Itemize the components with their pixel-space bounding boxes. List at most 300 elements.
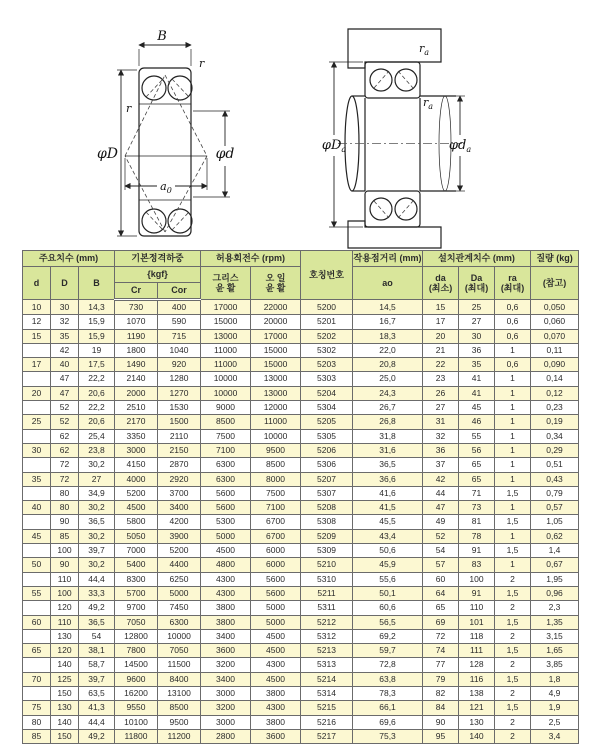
table-row (23, 386, 579, 400)
table-cell (23, 515, 51, 529)
header-cr: Cr (115, 283, 158, 300)
table-cell: 1 (495, 372, 531, 386)
table-cell: 11000 (251, 415, 301, 429)
table-cell: 1 (495, 343, 531, 357)
table-cell: 26,8 (353, 415, 423, 429)
table-cell: 41 (459, 372, 495, 386)
header-da-line1: da (435, 272, 446, 283)
table-cell: 41,5 (353, 501, 423, 515)
table-row (23, 358, 579, 372)
table-cell: 81 (459, 515, 495, 529)
header-speed: 허용회전수 (rpm) (201, 251, 301, 267)
table-cell: 83 (459, 558, 495, 572)
table-cell: 66,1 (353, 701, 423, 715)
table-cell: 7450 (158, 601, 201, 615)
table-cell: 43,4 (353, 529, 423, 543)
table-cell: 40 (51, 358, 79, 372)
table-cell: 33,3 (79, 586, 115, 600)
table-row (23, 729, 579, 743)
table-cell: 17,5 (79, 358, 115, 372)
table-cell: 4150 (115, 458, 158, 472)
table-cell: 24,3 (353, 386, 423, 400)
table-cell: 65 (423, 601, 459, 615)
header-da (423, 267, 459, 300)
table-row (23, 544, 579, 558)
table-cell: 12800 (115, 629, 158, 643)
table-cell: 5600 (201, 486, 251, 500)
table-cell: 20 (423, 329, 459, 343)
table-cell: 72 (51, 458, 79, 472)
table-cell: 3,85 (531, 658, 579, 672)
header-Da-max (459, 267, 495, 300)
table-cell: 3700 (158, 486, 201, 500)
table-row (23, 458, 579, 472)
table-cell: 5306 (301, 458, 353, 472)
header-Da-line1: Da (470, 272, 483, 283)
table-cell: 3000 (201, 715, 251, 729)
table-cell: 65 (459, 458, 495, 472)
table-cell: 65 (23, 644, 51, 658)
table-cell: 30 (51, 300, 79, 315)
table-cell: 62 (51, 443, 79, 457)
table-cell: 4300 (251, 658, 301, 672)
table-cell: 4300 (201, 572, 251, 586)
table-cell: 6700 (251, 529, 301, 543)
table-cell: 70 (23, 672, 51, 686)
table-row (23, 329, 579, 343)
table-cell: 0,79 (531, 486, 579, 500)
table-cell: 7050 (158, 644, 201, 658)
table-cell: 5217 (301, 729, 353, 743)
table-row (23, 687, 579, 701)
table-cell: 31,8 (353, 429, 423, 443)
table-cell: 590 (158, 315, 201, 329)
table-cell: 16,7 (353, 315, 423, 329)
table-cell: 101 (459, 615, 495, 629)
table-cell: 5307 (301, 486, 353, 500)
table-cell: 3800 (251, 715, 301, 729)
table-cell: 72 (51, 472, 79, 486)
label-shaft-shoulder-diameter: $\varphi d_a$ (448, 138, 472, 154)
table-cell: 130 (51, 629, 79, 643)
table-cell: 4500 (201, 544, 251, 558)
table-cell: 0,62 (531, 529, 579, 543)
table-row (23, 701, 579, 715)
table-cell: 0,090 (531, 358, 579, 372)
table-cell: 9700 (115, 601, 158, 615)
table-cell: 11200 (158, 729, 201, 743)
table-row (23, 315, 579, 329)
table-cell: 0,19 (531, 415, 579, 429)
table-cell: 0,29 (531, 443, 579, 457)
table-cell: 5600 (251, 572, 301, 586)
header-oil (251, 267, 301, 300)
table-cell: 35 (23, 472, 51, 486)
table-cell: 80 (51, 486, 79, 500)
table-cell: 22,2 (79, 401, 115, 415)
table-cell: 4000 (115, 472, 158, 486)
table-cell: 4200 (158, 515, 201, 529)
table-cell: 10000 (158, 629, 201, 643)
table-cell: 80 (51, 501, 79, 515)
table-cell: 2000 (115, 386, 158, 400)
table-cell: 39,7 (79, 672, 115, 686)
table-cell (23, 658, 51, 672)
table-cell: 30 (459, 329, 495, 343)
header-main-dimensions: 주요치수 (mm) (23, 251, 115, 267)
table-cell: 55 (459, 429, 495, 443)
table-cell: 19 (79, 343, 115, 357)
table-cell (23, 401, 51, 415)
table-cell: 2870 (158, 458, 201, 472)
table-cell: 5312 (301, 629, 353, 643)
table-cell: 3400 (158, 501, 201, 515)
table-cell: 1,5 (495, 615, 531, 629)
table-cell: 5000 (158, 586, 201, 600)
table-cell: 5206 (301, 443, 353, 457)
table-cell: 7500 (201, 429, 251, 443)
table-cell: 82 (423, 687, 459, 701)
table-cell: 2170 (115, 415, 158, 429)
table-row (23, 715, 579, 729)
table-cell: 1500 (158, 415, 201, 429)
table-cell: 78,3 (353, 687, 423, 701)
table-cell: 10 (23, 300, 51, 315)
table-cell: 41 (459, 386, 495, 400)
table-cell: 1,05 (531, 515, 579, 529)
table-cell: 69 (423, 615, 459, 629)
table-cell: 0,67 (531, 558, 579, 572)
table-cell: 5311 (301, 601, 353, 615)
header-mounting-dims: 설치관계치수 (mm) (423, 251, 531, 267)
table-cell: 45 (23, 529, 51, 543)
table-cell (23, 544, 51, 558)
table-cell: 47 (423, 501, 459, 515)
table-cell: 15 (423, 300, 459, 315)
table-row (23, 529, 579, 543)
table-cell: 20,6 (79, 415, 115, 429)
label-action-distance: $a_0$ (160, 180, 172, 195)
table-cell: 10000 (201, 372, 251, 386)
table-cell: 11500 (158, 658, 201, 672)
header-oil-line1: 오 일 (265, 272, 286, 283)
table-cell: 44 (423, 486, 459, 500)
table-cell: 5304 (301, 401, 353, 415)
table-cell: 49 (423, 515, 459, 529)
table-cell: 60 (423, 572, 459, 586)
table-cell: 55 (23, 586, 51, 600)
header-grease-line2: 윤 활 (215, 283, 236, 293)
table-cell: 8300 (115, 572, 158, 586)
table-cell: 140 (51, 658, 79, 672)
table-cell: 6250 (158, 572, 201, 586)
table-cell: 20000 (251, 315, 301, 329)
table-cell: 1 (495, 401, 531, 415)
table-cell: 56,5 (353, 615, 423, 629)
table-cell: 1 (495, 415, 531, 429)
table-cell: 715 (158, 329, 201, 343)
table-cell: 0,6 (495, 329, 531, 343)
table-cell: 5600 (201, 501, 251, 515)
table-cell: 20 (23, 386, 51, 400)
label-housing-bore-diameter: $\varphi D_a$ (321, 138, 347, 154)
table-cell: 2 (495, 658, 531, 672)
table-row (23, 343, 579, 357)
table-cell: 36,5 (353, 458, 423, 472)
table-cell: 1190 (115, 329, 158, 343)
table-cell: 39,7 (79, 544, 115, 558)
table-cell: 22,2 (79, 372, 115, 386)
table-cell: 5600 (251, 586, 301, 600)
table-cell: 5309 (301, 544, 353, 558)
label-fillet-ra-top: $r_a$ (419, 42, 430, 57)
table-cell: 17000 (251, 329, 301, 343)
table-cell: 110 (51, 572, 79, 586)
table-cell: 27 (423, 401, 459, 415)
table-row (23, 443, 579, 457)
table-cell: 1,5 (495, 486, 531, 500)
table-cell: 5203 (301, 358, 353, 372)
table-cell (23, 372, 51, 386)
table-cell: 6700 (251, 515, 301, 529)
table-cell: 3000 (201, 687, 251, 701)
table-cell: 8000 (251, 472, 301, 486)
table-cell: 45,5 (353, 515, 423, 529)
header-grease-line1: 그리스 (212, 272, 239, 283)
table-cell: 920 (158, 358, 201, 372)
table-cell: 13000 (251, 386, 301, 400)
table-cell (23, 458, 51, 472)
table-cell: 6300 (201, 472, 251, 486)
table-cell: 100 (459, 572, 495, 586)
table-cell: 1 (495, 458, 531, 472)
table-cell: 0,11 (531, 343, 579, 357)
table-cell: 5700 (115, 586, 158, 600)
table-cell (23, 486, 51, 500)
table-cell: 1 (495, 429, 531, 443)
header-ra-line1: ra (508, 272, 517, 283)
label-chamfer-r-top: r (199, 57, 205, 70)
header-ao: ao (353, 267, 423, 300)
table-cell: 47 (51, 386, 79, 400)
table-cell: 8500 (201, 415, 251, 429)
table-cell: 7100 (251, 501, 301, 515)
table-cell: 63,5 (79, 687, 115, 701)
table-cell: 7050 (115, 615, 158, 629)
table-cell: 65 (459, 472, 495, 486)
table-cell: 13000 (251, 372, 301, 386)
table-row (23, 486, 579, 500)
table-cell: 38,1 (79, 644, 115, 658)
table-cell: 5209 (301, 529, 353, 543)
table-cell: 75 (23, 701, 51, 715)
table-cell (23, 429, 51, 443)
table-cell: 2140 (115, 372, 158, 386)
table-cell: 75,3 (353, 729, 423, 743)
table-cell: 1,5 (495, 672, 531, 686)
header-mass: 질량 (kg) (531, 251, 579, 267)
table-cell: 31 (423, 415, 459, 429)
table-cell: 5000 (251, 601, 301, 615)
table-cell: 5000 (201, 529, 251, 543)
bearing-diagrams (0, 0, 600, 250)
table-cell: 90 (51, 558, 79, 572)
table-cell: 2 (495, 687, 531, 701)
table-cell: 36,6 (353, 472, 423, 486)
table-cell: 60 (23, 615, 51, 629)
table-row (23, 515, 579, 529)
table-cell: 14,5 (353, 300, 423, 315)
table-cell: 4800 (201, 558, 251, 572)
table-cell: 3800 (251, 687, 301, 701)
table-cell: 18,3 (353, 329, 423, 343)
table-cell: 2 (495, 629, 531, 643)
header-designation: 호칭번호 (301, 251, 353, 300)
table-cell: 5204 (301, 386, 353, 400)
table-cell: 44,4 (79, 715, 115, 729)
table-cell: 71 (459, 486, 495, 500)
table-cell: 0,34 (531, 429, 579, 443)
table-cell: 69,2 (353, 629, 423, 643)
table-cell: 9500 (251, 443, 301, 457)
bearing-diagrams-svg (0, 0, 600, 250)
table-cell: 2920 (158, 472, 201, 486)
table-cell: 52 (423, 529, 459, 543)
header-da-line2: (최소) (428, 283, 453, 293)
table-cell: 3600 (251, 729, 301, 743)
table-cell: 1,95 (531, 572, 579, 586)
bearing-mounting-diagram (322, 29, 471, 248)
table-cell: 60,6 (353, 601, 423, 615)
table-cell: 1800 (115, 343, 158, 357)
table-cell: 5305 (301, 429, 353, 443)
table-cell: 5300 (201, 515, 251, 529)
table-cell: 17000 (201, 300, 251, 315)
header-D: D (51, 267, 79, 300)
table-cell: 3200 (201, 658, 251, 672)
table-cell: 50,6 (353, 544, 423, 558)
table-cell: 110 (459, 601, 495, 615)
table-cell: 0,6 (495, 300, 531, 315)
table-cell: 2110 (158, 429, 201, 443)
table-cell: 4300 (201, 586, 251, 600)
table-cell: 9600 (115, 672, 158, 686)
table-cell: 1,5 (495, 544, 531, 558)
table-cell: 0,6 (495, 358, 531, 372)
table-cell: 64 (423, 586, 459, 600)
table-cell: 59,7 (353, 644, 423, 658)
table-cell: 3000 (115, 443, 158, 457)
table-cell: 5800 (115, 515, 158, 529)
table-cell: 5213 (301, 644, 353, 658)
header-cor: Cor (158, 283, 201, 300)
table-cell: 12 (23, 315, 51, 329)
table-cell: 90 (51, 515, 79, 529)
table-cell: 0,96 (531, 586, 579, 600)
table-cell: 1040 (158, 343, 201, 357)
table-cell: 27 (79, 472, 115, 486)
table-cell: 8500 (251, 458, 301, 472)
table-cell: 4500 (115, 501, 158, 515)
table-row (23, 401, 579, 415)
table-cell: 54 (79, 629, 115, 643)
table-row (23, 601, 579, 615)
table-cell: 128 (459, 658, 495, 672)
table-cell: 84 (423, 701, 459, 715)
table-cell: 14,3 (79, 300, 115, 315)
table-cell: 4500 (251, 644, 301, 658)
table-cell: 50 (23, 558, 51, 572)
table-cell: 4500 (251, 629, 301, 643)
table-cell: 6300 (201, 458, 251, 472)
table-cell: 46 (459, 415, 495, 429)
table-cell: 1530 (158, 401, 201, 415)
table-cell: 4500 (251, 672, 301, 686)
table-cell: 72 (423, 629, 459, 643)
table-cell: 3200 (201, 701, 251, 715)
table-cell: 91 (459, 586, 495, 600)
table-cell: 30,2 (79, 501, 115, 515)
table-cell: 11800 (115, 729, 158, 743)
table-row (23, 372, 579, 386)
table-cell: 5313 (301, 658, 353, 672)
table-cell: 8400 (158, 672, 201, 686)
table-cell: 15,9 (79, 329, 115, 343)
header-d: d (23, 267, 51, 300)
table-cell: 17 (23, 358, 51, 372)
header-oil-line2: 윤 활 (265, 283, 286, 293)
table-cell (23, 343, 51, 357)
table-cell: 57 (423, 558, 459, 572)
table-cell: 32 (423, 429, 459, 443)
table-row (23, 586, 579, 600)
table-cell: 41,3 (79, 701, 115, 715)
table-cell: 17 (423, 315, 459, 329)
table-cell: 5207 (301, 472, 353, 486)
table-cell: 1280 (158, 372, 201, 386)
table-cell: 15000 (201, 315, 251, 329)
table-cell (23, 601, 51, 615)
table-cell: 50,1 (353, 586, 423, 600)
table-cell: 5050 (115, 529, 158, 543)
table-cell: 3900 (158, 529, 201, 543)
table-cell: 23 (423, 372, 459, 386)
table-cell: 5212 (301, 615, 353, 629)
table-cell: 69,6 (353, 715, 423, 729)
table-cell: 5211 (301, 586, 353, 600)
table-cell: 40 (23, 501, 51, 515)
table-cell: 5314 (301, 687, 353, 701)
table-cell: 36 (423, 443, 459, 457)
table-cell: 120 (51, 601, 79, 615)
table-row (23, 501, 579, 515)
table-cell: 73 (459, 501, 495, 515)
table-cell: 3400 (201, 629, 251, 643)
table-cell: 1490 (115, 358, 158, 372)
table-cell: 100 (51, 544, 79, 558)
table-cell: 1,35 (531, 615, 579, 629)
bearing-cross-section-diagram (97, 29, 234, 236)
table-cell: 49,2 (79, 601, 115, 615)
table-cell: 5205 (301, 415, 353, 429)
table-cell: 58,7 (79, 658, 115, 672)
table-cell: 140 (51, 715, 79, 729)
table-cell: 3,4 (531, 729, 579, 743)
table-cell: 2 (495, 715, 531, 729)
table-row (23, 558, 579, 572)
table-cell: 2 (495, 572, 531, 586)
table-cell: 1,8 (531, 672, 579, 686)
